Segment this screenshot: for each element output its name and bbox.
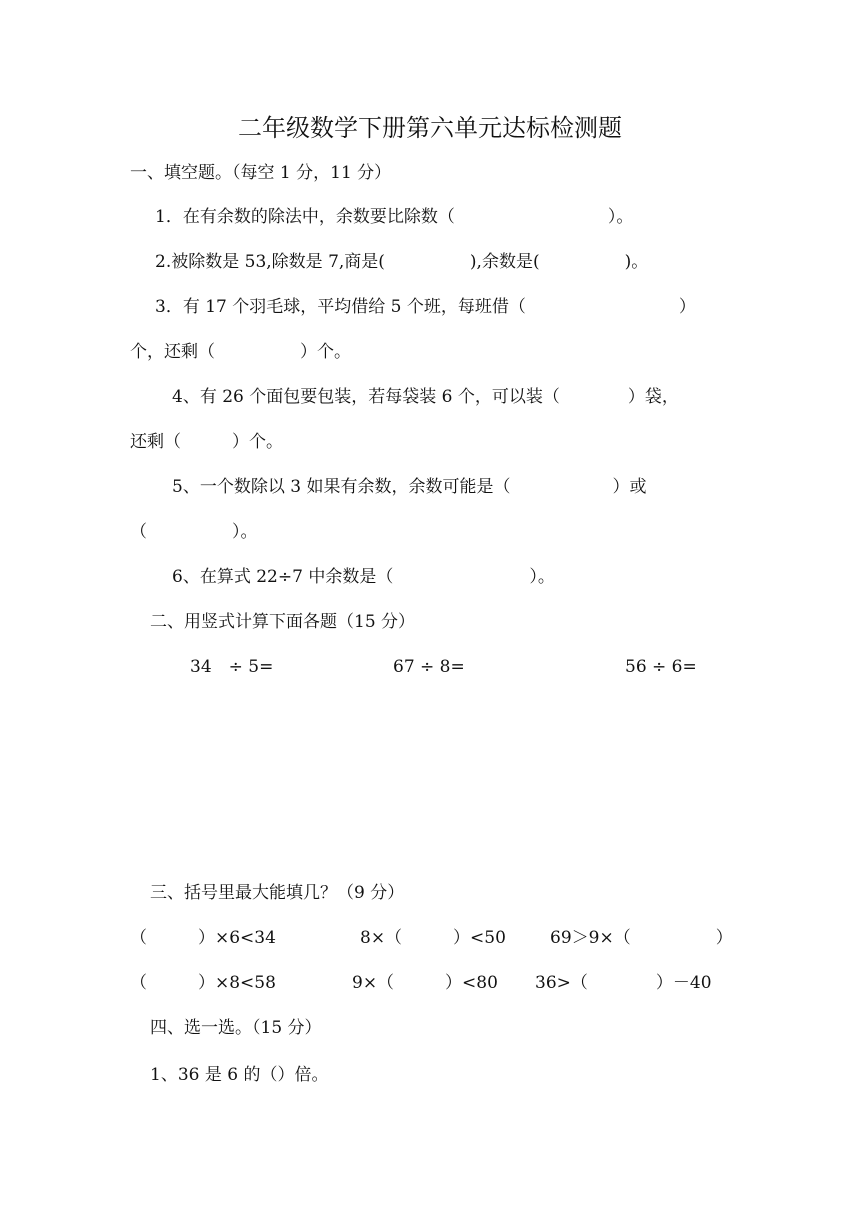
division-problem-2: 67 ÷ 8= xyxy=(393,657,465,677)
section-4-heading: 四、选一选。（15 分） xyxy=(150,1018,322,1038)
fill-max-1-3: 69＞9×（ ） xyxy=(550,928,733,948)
section-2-heading: 二、用竖式计算下面各题（15 分） xyxy=(150,612,416,632)
fill-max-2-1: （ ）×8<58 xyxy=(130,973,276,993)
question-1-5-line1: 5、一个数除以 3 如果有余数，余数可能是（ ）或 xyxy=(172,477,647,497)
question-1-2: 2.被除数是 53,除数是 7,商是( ),余数是( )。 xyxy=(155,252,649,272)
fill-max-1-1: （ ）×6<34 xyxy=(130,928,276,948)
fill-max-2-3: 36>（ ）－40 xyxy=(535,973,712,993)
section-3-heading: 三、括号里最大能填几？（9 分） xyxy=(150,883,405,903)
question-1-4-line2: 还剩（ ）个。 xyxy=(130,432,283,452)
question-1-4-line1: 4、有 26 个面包要包装，若每袋装 6 个，可以装（ ）袋， xyxy=(172,387,679,407)
question-1-1: 1．在有余数的除法中，余数要比除数（ ）。 xyxy=(155,207,634,227)
question-4-1: 1、36 是 6 的（）倍。 xyxy=(150,1065,329,1085)
question-1-6: 6、在算式 22÷7 中余数是（ ）。 xyxy=(172,567,555,587)
question-1-3-line2: 个，还剩（ ）个。 xyxy=(130,342,351,362)
page-title: 二年级数学下册第六单元达标检测题 xyxy=(238,114,622,142)
section-1-heading: 一、填空题。（每空 1 分，11 分） xyxy=(130,163,392,183)
division-problem-1: 34 ÷ 5= xyxy=(190,657,274,677)
fill-max-1-2: 8×（ ）<50 xyxy=(360,928,506,948)
question-1-5-line2: （ ）。 xyxy=(130,522,258,542)
division-problem-3: 56 ÷ 6= xyxy=(625,657,697,677)
fill-max-2-2: 9×（ ）<80 xyxy=(352,973,498,993)
question-1-3-line1: 3．有 17 个羽毛球，平均借给 5 个班，每班借（ ） xyxy=(155,297,696,317)
